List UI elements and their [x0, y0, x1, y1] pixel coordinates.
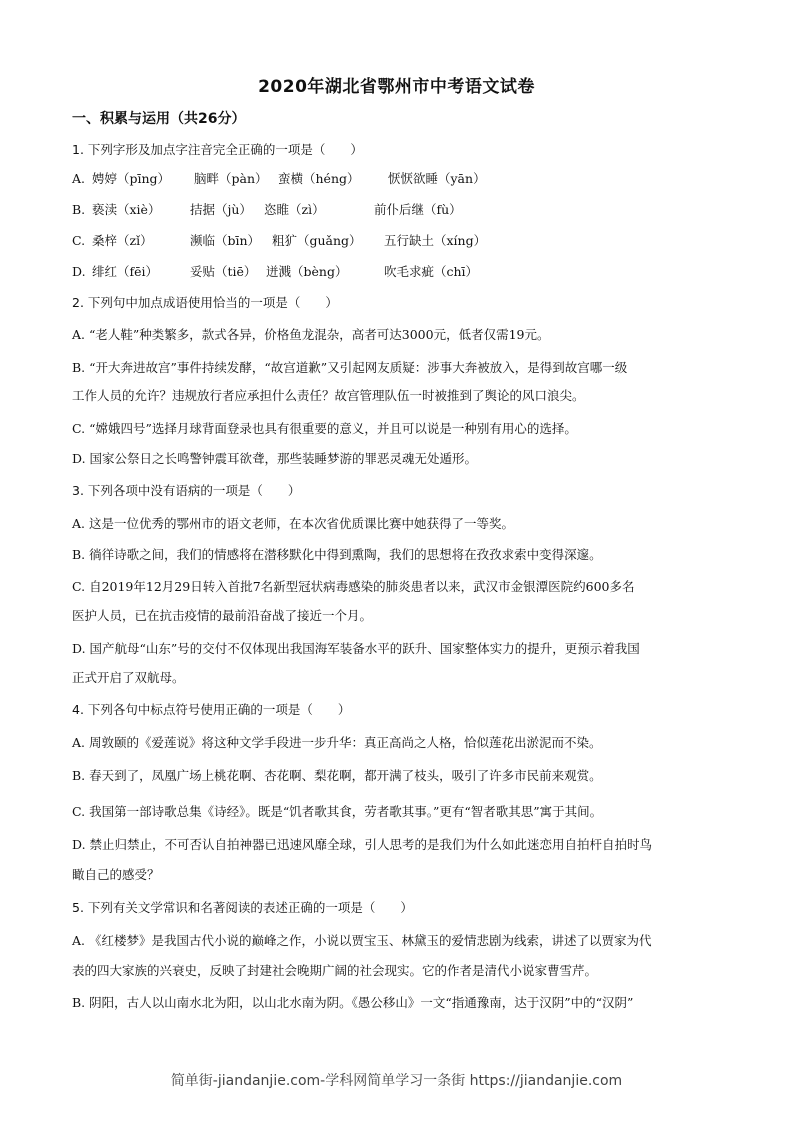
option-label: A. [72, 171, 86, 186]
option-item: 五行缺土（xíng） [384, 233, 487, 248]
question-4-option-d: D. 禁止归禁止，不可否认自拍神器已迅速风靡全球，引人思考的是我们为什么如此迷恋用自拍杆自拍时鸟 [72, 837, 653, 852]
option-item: 蛮横（héng） [278, 171, 360, 186]
option-item: 桑梓（zǐ） [92, 233, 153, 248]
question-5-option-a-cont: 表的四大家族的兴衰史，反映了封建社会晚期广阔的社会现实。它的作者是清代小说家曹雪芹。 [72, 963, 598, 978]
question-2-option-a: A. “老人鞋”种类繁多，款式各异，价格鱼龙混杂，高者可达3000元，低者仅需19元。 [72, 327, 550, 342]
option-item: 亵渎（xiè） [92, 202, 161, 217]
question-3-option-d: D. 国产航母“山东”号的交付不仅体现出我国海军装备水平的跃升、国家整体实力的提升，更预示着我国 [72, 641, 640, 656]
option-label: B. [72, 202, 86, 217]
option-item: 粗犷（guǎng） [272, 233, 362, 248]
question-5-option-a: A. 《红楼梦》是我国古代小说的巅峰之作，小说以贾宝玉、林黛玉的爱情悲剧为线索，讲述了以贾家为代 [72, 933, 652, 948]
question-3-option-b: B. 徜徉诗歌之间，我们的情感将在潜移默化中得到熏陶，我们的思想将在孜孜求索中变得深邃。 [72, 547, 602, 562]
option-label: C. [72, 233, 86, 248]
option-item: 濒临（bīn） [190, 233, 261, 248]
question-4-option-a: A. 周敦颐的《爱莲说》将这种文学手段进一步升华：真正高尚之人格，恰似莲花出淤泥而不染。 [72, 735, 602, 750]
question-3-option-d-cont: 正式开启了双航母。 [72, 670, 185, 685]
option-item: 脑畔（pàn） [194, 171, 268, 186]
question-2-option-d: D. 国家公祭日之长鸣警钟震耳欲聋，那些装睡梦游的罪恶灵魂无处遁形。 [72, 451, 478, 466]
option-item: 迸溅（bèng） [266, 264, 348, 279]
option-item: 娉婷（pīng） [92, 171, 171, 186]
question-5-stem: 5. 下列有关文学常识和名著阅读的表述正确的一项是（ ） [72, 900, 413, 915]
footer-watermark: 简单街-jiandanjie.com-学科网简单学习一条街 https://jiandanjie.com [170, 1073, 623, 1089]
option-item: 恹恹欲睡（yān） [388, 171, 486, 186]
question-4-option-c: C. 我国第一部诗歌总集《诗经》。既是“饥者歌其食，劳者歌其事。”更有“智者歌其思”寓于其间。 [72, 804, 603, 819]
option-item: 绯红（fēi） [92, 264, 159, 279]
question-2-option-c: C. “嫦娥四号”选择月球背面登录也具有很重要的意义，并且可以说是一种别有用心的选择。 [72, 421, 577, 436]
question-4-stem: 4. 下列各句中标点符号使用正确的一项是（ ） [72, 702, 351, 717]
option-item: 妥贴（tiē） [190, 264, 257, 279]
question-2-stem: 2. 下列句中加点成语使用恰当的一项是（ ） [72, 295, 338, 310]
page-title: 2020年湖北省鄂州市中考语文试卷 [258, 77, 535, 97]
question-3-stem: 3. 下列各项中没有语病的一项是（ ） [72, 483, 301, 498]
question-3-option-a: A. 这是一位优秀的鄂州市的语文老师，在本次省优质课比赛中她获得了一等奖。 [72, 516, 514, 531]
option-item: 恣睢（zì） [264, 202, 325, 217]
option-item: 前仆后继（fù） [374, 202, 462, 217]
option-item: 拮据（jù） [190, 202, 252, 217]
question-5-option-b: B. 阴阳，古人以山南水北为阳，以山北水南为阴。《愚公移山》一文“指通豫南，达于汉阴”中的“汉阴” [72, 995, 634, 1010]
section-heading: 一、积累与运用（共26分） [72, 111, 246, 127]
question-1-stem: 1. 下列字形及加点字注音完全正确的一项是（ ） [72, 142, 363, 157]
question-2-option-b-cont: 工作人员的允许？违规放行者应承担什么责任？故宫管理队伍一时被推到了舆论的风口浪尖。 [72, 388, 585, 403]
option-label: D. [72, 264, 86, 279]
question-3-option-c: C. 自2019年12月29日转入首批7名新型冠状病毒感染的肺炎患者以来，武汉市金银潭医院约600多名 [72, 579, 635, 594]
question-4-option-d-cont: 瞰自己的感受？ [72, 867, 160, 882]
option-item: 吹毛求疵（chī） [384, 264, 479, 279]
question-3-option-c-cont: 医护人员，已在抗击疫情的最前沿奋战了接近一个月。 [72, 608, 373, 623]
question-4-option-b: B. 春天到了，凤凰广场上桃花啊、杏花啊、梨花啊，都开满了枝头，吸引了许多市民前来观赏。 [72, 768, 602, 783]
question-2-option-b: B. “开大奔进故宫”事件持续发酵，“故宫道歉”又引起网友质疑：涉事大奔被放入，是得到故宫哪一级 [72, 360, 628, 375]
